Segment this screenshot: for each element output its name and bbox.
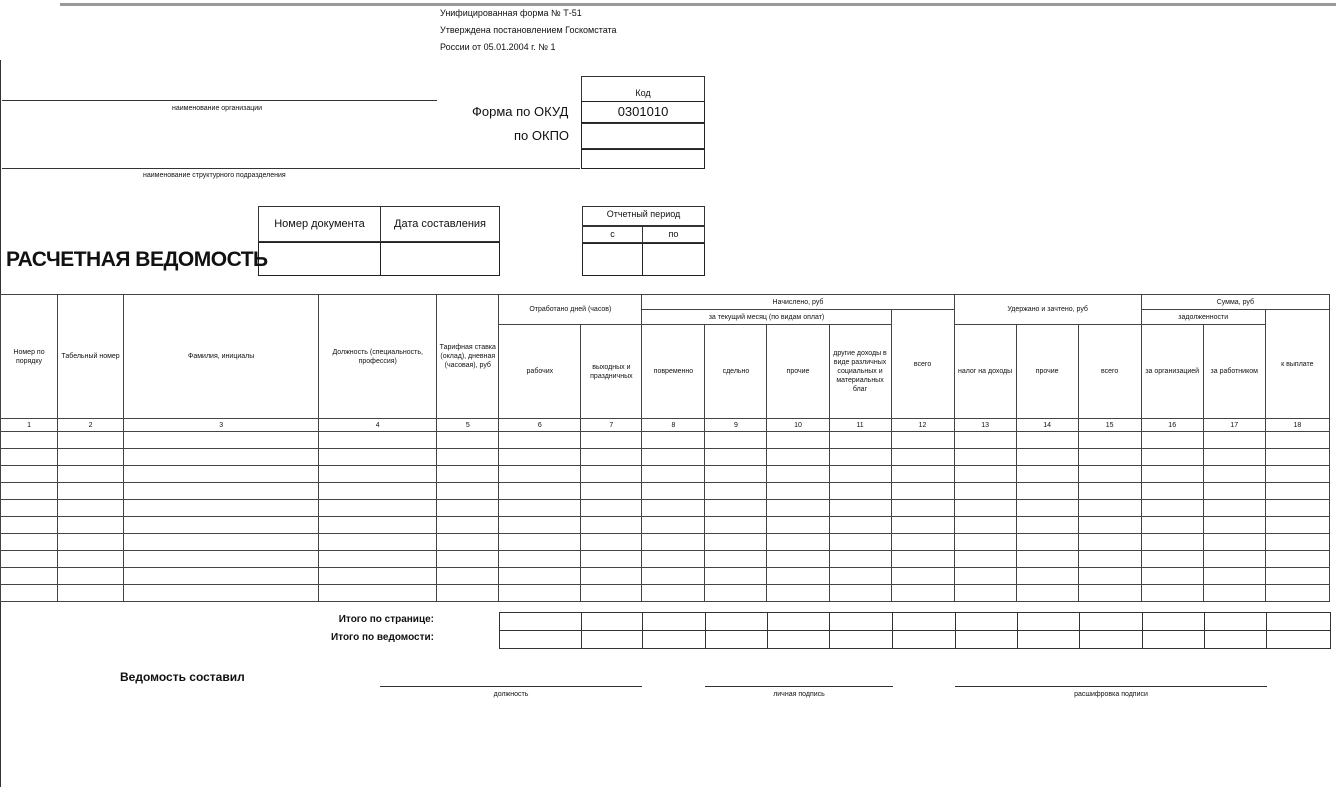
decoding-line xyxy=(955,686,1267,687)
table-cell xyxy=(1078,432,1141,449)
doc-date-label: Дата составления xyxy=(394,218,486,230)
col-number: 2 xyxy=(58,419,124,432)
col-number: 5 xyxy=(437,419,499,432)
table-cell xyxy=(891,449,954,466)
table-cell xyxy=(499,568,581,585)
withheld-group-header: Удержано и зачтено, руб xyxy=(954,295,1141,325)
table-cell xyxy=(642,483,705,500)
table-cell xyxy=(1265,449,1329,466)
table-cell xyxy=(954,534,1016,551)
table-cell xyxy=(319,449,437,466)
total-cell xyxy=(892,612,956,631)
col2-header: Табельный номер xyxy=(58,295,124,419)
table-cell xyxy=(1016,483,1078,500)
table-cell xyxy=(705,500,767,517)
unit-name-line xyxy=(2,168,580,169)
total-cell xyxy=(1017,630,1080,649)
table-cell xyxy=(1203,534,1265,551)
table-cell xyxy=(1203,449,1265,466)
col8-header: повременно xyxy=(642,325,705,419)
table-cell xyxy=(1,534,58,551)
table-cell xyxy=(891,585,954,602)
payroll-table xyxy=(0,294,1330,602)
table-cell xyxy=(705,466,767,483)
col-number: 15 xyxy=(1078,419,1141,432)
table-cell xyxy=(767,517,829,534)
col11-header: другие доходы в виде различных социальных и материальных благ xyxy=(829,325,891,419)
table-cell xyxy=(437,585,499,602)
table-cell xyxy=(1078,466,1141,483)
accrued-sub-header: за текущий месяц (по видам оплат) xyxy=(642,310,891,325)
table-cell xyxy=(1078,449,1141,466)
col-number: 11 xyxy=(829,419,891,432)
table-cell xyxy=(319,534,437,551)
table-cell xyxy=(642,517,705,534)
table-cell xyxy=(319,568,437,585)
table-cell xyxy=(58,551,124,568)
table-cell xyxy=(642,449,705,466)
table-cell xyxy=(58,568,124,585)
total-cell xyxy=(955,630,1018,649)
total-cell xyxy=(829,612,893,631)
col-number: 14 xyxy=(1016,419,1078,432)
table-cell xyxy=(1265,432,1329,449)
table-cell xyxy=(1,432,58,449)
table-cell xyxy=(1078,534,1141,551)
okud-value: 0301010 xyxy=(617,104,669,119)
table-cell xyxy=(1203,551,1265,568)
table-cell xyxy=(642,568,705,585)
col-number: 3 xyxy=(124,419,319,432)
table-cell xyxy=(829,551,891,568)
table-cell xyxy=(581,449,642,466)
table-cell xyxy=(891,534,954,551)
table-cell xyxy=(319,432,437,449)
table-cell xyxy=(1141,500,1203,517)
decoding-caption: расшифровка подписи xyxy=(1074,691,1148,698)
table-cell xyxy=(954,551,1016,568)
table-cell xyxy=(705,483,767,500)
table-cell xyxy=(954,466,1016,483)
table-cell xyxy=(705,551,767,568)
table-cell xyxy=(437,517,499,534)
table-cell xyxy=(829,585,891,602)
table-cell xyxy=(954,449,1016,466)
col13-header: налог на доходы xyxy=(954,325,1016,419)
col7-header: выходных и праздничных xyxy=(581,325,642,419)
table-row xyxy=(1,534,1330,551)
position-line xyxy=(380,686,642,687)
table-cell xyxy=(891,466,954,483)
table-cell xyxy=(437,534,499,551)
table-cell xyxy=(954,432,1016,449)
table-cell xyxy=(705,432,767,449)
total-cell xyxy=(499,630,582,649)
kod-label: Код xyxy=(635,88,651,98)
table-cell xyxy=(1,517,58,534)
okpo-cell xyxy=(581,123,705,149)
col10-header: прочие xyxy=(767,325,829,419)
col16-header: за организацией xyxy=(1141,325,1203,419)
table-cell xyxy=(642,534,705,551)
form-line-3: России от 05.01.2004 г. № 1 xyxy=(440,42,556,52)
table-cell xyxy=(642,466,705,483)
table-cell xyxy=(1141,466,1203,483)
col17-header: за работником xyxy=(1203,325,1265,419)
total-cell xyxy=(955,612,1018,631)
table-cell xyxy=(1265,551,1329,568)
accrued-group-header: Начислено, руб xyxy=(642,295,954,310)
form-info xyxy=(440,8,617,53)
document-title: РАСЧЕТНАЯ ВЕДОМОСТЬ xyxy=(6,248,268,271)
table-cell xyxy=(581,466,642,483)
period-to-value xyxy=(642,243,705,276)
col-number: 10 xyxy=(767,419,829,432)
table-cell xyxy=(499,585,581,602)
total-cell xyxy=(1079,612,1143,631)
period-label: Отчетный период xyxy=(606,209,681,219)
table-cell xyxy=(705,585,767,602)
table-row xyxy=(1,483,1330,500)
table-cell xyxy=(58,534,124,551)
table-cell xyxy=(1078,585,1141,602)
table-cell xyxy=(1,585,58,602)
table-cell xyxy=(124,466,319,483)
col-number: 7 xyxy=(581,419,642,432)
table-cell xyxy=(1016,551,1078,568)
col6-header: рабочих xyxy=(499,325,581,419)
table-cell xyxy=(1265,466,1329,483)
table-cell xyxy=(891,483,954,500)
table-cell xyxy=(124,551,319,568)
table-cell xyxy=(1265,483,1329,500)
col4-header: Должность (специальность, профессия) xyxy=(319,295,437,419)
table-cell xyxy=(1141,432,1203,449)
total-cell xyxy=(642,612,706,631)
table-cell xyxy=(319,483,437,500)
col5-header: Тарифная ставка (оклад), дневная (часовая), руб xyxy=(437,295,499,419)
table-cell xyxy=(581,551,642,568)
table-cell xyxy=(891,432,954,449)
table-cell xyxy=(58,483,124,500)
table-cell xyxy=(1265,534,1329,551)
table-row xyxy=(1,568,1330,585)
col-number: 18 xyxy=(1265,419,1329,432)
table-cell xyxy=(499,517,581,534)
table-cell xyxy=(1016,449,1078,466)
col-number: 6 xyxy=(499,419,581,432)
table-cell xyxy=(1203,466,1265,483)
table-cell xyxy=(1078,517,1141,534)
table-cell xyxy=(954,585,1016,602)
table-cell xyxy=(58,585,124,602)
table-cell xyxy=(58,466,124,483)
table-cell xyxy=(954,500,1016,517)
table-cell xyxy=(1203,432,1265,449)
col-number: 12 xyxy=(891,419,954,432)
table-cell xyxy=(319,517,437,534)
table-cell xyxy=(891,551,954,568)
table-cell xyxy=(1016,517,1078,534)
table-cell xyxy=(891,500,954,517)
table-cell xyxy=(581,534,642,551)
table-cell xyxy=(1016,432,1078,449)
table-cell xyxy=(1141,534,1203,551)
table-cell xyxy=(437,551,499,568)
doc-number-value xyxy=(258,242,381,276)
sum-group-header: Сумма, руб xyxy=(1141,295,1329,310)
table-cell xyxy=(499,466,581,483)
table-cell xyxy=(124,568,319,585)
table-cell xyxy=(581,483,642,500)
table-cell xyxy=(437,568,499,585)
table-cell xyxy=(829,466,891,483)
table-cell xyxy=(1078,500,1141,517)
position-caption: должность xyxy=(493,691,529,698)
table-cell xyxy=(705,534,767,551)
table-cell xyxy=(1016,585,1078,602)
table-cell xyxy=(1203,483,1265,500)
total-cell xyxy=(767,612,830,631)
table-cell xyxy=(1203,585,1265,602)
table-cell xyxy=(642,551,705,568)
table-cell xyxy=(1141,568,1203,585)
total-cell xyxy=(1204,630,1267,649)
table-cell xyxy=(1016,500,1078,517)
table-cell xyxy=(124,517,319,534)
table-cell xyxy=(1203,517,1265,534)
table-cell xyxy=(1265,500,1329,517)
total-cell xyxy=(581,630,643,649)
total-cell xyxy=(1266,612,1331,631)
table-cell xyxy=(319,500,437,517)
org-name-line xyxy=(2,100,437,101)
table-cell xyxy=(767,500,829,517)
table-cell xyxy=(1265,568,1329,585)
compiled-by-label: Ведомость составил xyxy=(120,670,245,684)
col-number: 4 xyxy=(319,419,437,432)
col15-header: всего xyxy=(1078,325,1141,419)
table-cell xyxy=(581,585,642,602)
table-cell xyxy=(705,517,767,534)
table-cell xyxy=(954,568,1016,585)
table-cell xyxy=(1078,551,1141,568)
okpo-label: по ОКПО xyxy=(514,128,570,143)
table-cell xyxy=(767,483,829,500)
table-cell xyxy=(1,483,58,500)
total-cell xyxy=(642,630,706,649)
table-cell xyxy=(829,534,891,551)
table-cell xyxy=(1265,585,1329,602)
period-from-label: с xyxy=(610,229,615,239)
col-number: 8 xyxy=(642,419,705,432)
table-cell xyxy=(767,551,829,568)
form-line-2: Утверждена постановлением Госкомстата xyxy=(440,25,617,35)
column-numbers-row xyxy=(1,419,1330,432)
table-cell xyxy=(642,500,705,517)
table-cell xyxy=(437,449,499,466)
col1-header: Номер по порядку xyxy=(1,295,58,419)
table-cell xyxy=(437,500,499,517)
period-to-label: по xyxy=(668,229,679,239)
table-cell xyxy=(581,500,642,517)
table-cell xyxy=(1016,466,1078,483)
table-cell xyxy=(124,432,319,449)
table-cell xyxy=(1203,500,1265,517)
col14-header: прочие xyxy=(1016,325,1078,419)
signature-caption: личная подпись xyxy=(773,691,825,698)
col-number: 17 xyxy=(1203,419,1265,432)
table-cell xyxy=(829,500,891,517)
table-cell xyxy=(829,432,891,449)
table-cell xyxy=(767,568,829,585)
col-number: 16 xyxy=(1141,419,1203,432)
table-row xyxy=(1,449,1330,466)
col9-header: сдельно xyxy=(705,325,767,419)
doc-number-label: Номер документа xyxy=(274,218,365,230)
total-cell xyxy=(1142,630,1205,649)
table-row xyxy=(1,500,1330,517)
table-row xyxy=(1,585,1330,602)
table-cell xyxy=(499,500,581,517)
total-cell xyxy=(892,630,956,649)
table-row xyxy=(1,432,1330,449)
table-cell xyxy=(499,534,581,551)
table-cell xyxy=(642,432,705,449)
table-cell xyxy=(499,449,581,466)
table-cell xyxy=(499,551,581,568)
table-cell xyxy=(891,568,954,585)
table-cell xyxy=(642,585,705,602)
col3-header: Фамилия, инициалы xyxy=(124,295,319,419)
table-cell xyxy=(124,483,319,500)
col18-header: к выплате xyxy=(1265,310,1329,419)
table-cell xyxy=(58,449,124,466)
unit-caption: наименование структурного подразделения xyxy=(143,172,286,179)
table-cell xyxy=(1016,568,1078,585)
col-number: 9 xyxy=(705,419,767,432)
table-cell xyxy=(499,483,581,500)
total-cell xyxy=(705,630,768,649)
table-cell xyxy=(1203,568,1265,585)
table-cell xyxy=(705,449,767,466)
total-cell xyxy=(705,612,768,631)
table-row xyxy=(1,466,1330,483)
total-cell xyxy=(581,612,643,631)
col-number: 13 xyxy=(954,419,1016,432)
table-cell xyxy=(124,500,319,517)
table-cell xyxy=(954,517,1016,534)
table-cell xyxy=(437,483,499,500)
form-line-1: Унифицированная форма № Т-51 xyxy=(440,8,582,18)
table-cell xyxy=(829,449,891,466)
total-cell xyxy=(829,630,893,649)
col-number: 1 xyxy=(1,419,58,432)
table-cell xyxy=(1,568,58,585)
page-total-label: Итого по странице: xyxy=(338,614,434,625)
total-cell xyxy=(1204,612,1267,631)
table-row xyxy=(1,551,1330,568)
okud-label: Форма по ОКУД xyxy=(472,104,569,119)
debt-sub-header: задолженности xyxy=(1141,310,1265,325)
table-cell xyxy=(581,568,642,585)
table-cell xyxy=(767,534,829,551)
table-cell xyxy=(705,568,767,585)
worked-group-header: Отработано дней (часов) xyxy=(499,295,642,325)
table-cell xyxy=(1,449,58,466)
sheet-total-label: Итого по ведомости: xyxy=(331,632,434,643)
table-cell xyxy=(767,449,829,466)
table-cell xyxy=(1,551,58,568)
table-cell xyxy=(124,534,319,551)
table-body xyxy=(1,432,1330,602)
total-cell xyxy=(1142,612,1205,631)
table-cell xyxy=(319,585,437,602)
table-cell xyxy=(1141,483,1203,500)
col12-header: всего xyxy=(891,310,954,419)
table-cell xyxy=(1,500,58,517)
table-cell xyxy=(891,517,954,534)
table-cell xyxy=(1,466,58,483)
table-cell xyxy=(58,432,124,449)
top-border xyxy=(60,3,1336,6)
total-cell xyxy=(499,612,582,631)
extra-code-cell xyxy=(581,149,705,169)
table-cell xyxy=(124,585,319,602)
table-cell xyxy=(499,432,581,449)
period-from-value xyxy=(582,243,643,276)
doc-date-value xyxy=(380,242,500,276)
table-cell xyxy=(58,500,124,517)
table-cell xyxy=(437,466,499,483)
signature-line xyxy=(705,686,893,687)
table-cell xyxy=(1078,483,1141,500)
org-caption: наименование организации xyxy=(172,105,263,112)
table-cell xyxy=(319,466,437,483)
total-cell xyxy=(767,630,830,649)
table-row xyxy=(1,517,1330,534)
table-cell xyxy=(1141,585,1203,602)
total-cell xyxy=(1266,630,1331,649)
table-cell xyxy=(767,585,829,602)
table-cell xyxy=(581,517,642,534)
table-cell xyxy=(1141,449,1203,466)
table-cell xyxy=(767,432,829,449)
table-cell xyxy=(829,568,891,585)
table-cell xyxy=(581,432,642,449)
table-cell xyxy=(124,449,319,466)
table-cell xyxy=(58,517,124,534)
total-cell xyxy=(1017,612,1080,631)
table-cell xyxy=(1016,534,1078,551)
table-cell xyxy=(1265,517,1329,534)
table-cell xyxy=(767,466,829,483)
table-cell xyxy=(1141,517,1203,534)
table-cell xyxy=(1141,551,1203,568)
table-cell xyxy=(829,483,891,500)
table-cell xyxy=(954,483,1016,500)
table-cell xyxy=(1078,568,1141,585)
table-cell xyxy=(319,551,437,568)
total-cell xyxy=(1079,630,1143,649)
table-cell xyxy=(437,432,499,449)
table-cell xyxy=(829,517,891,534)
